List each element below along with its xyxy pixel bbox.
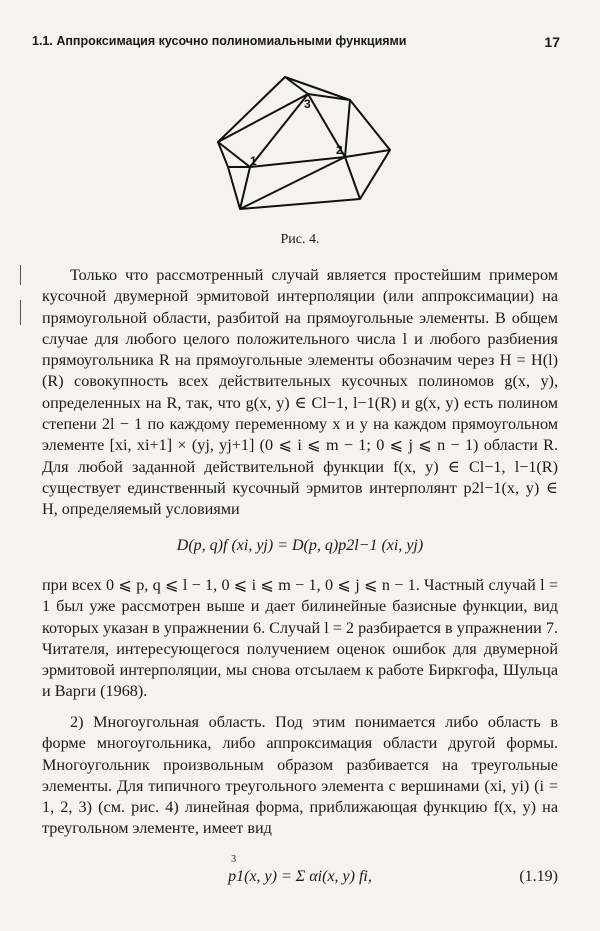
vertex-label-1: 1 [250, 154, 257, 168]
edge [285, 77, 308, 94]
section-title: 1.1. Аппроксимация кусочно полиномиальными функциями [32, 34, 407, 48]
paragraph-3: 2) Многоугольная область. Под этим понимается либо область в форме многоугольника, либо аппроксимация области другой формы. Многоугольник произвольным образом разбивается на треугольные элементы. Для типичного треугольного элемента с вершинами (xi, yi) (i = 1, 2, 3) (см. рис. 4) линейная форма, приближающая функцию f(x, y) на треугольном элементе, имеет вид [42, 713, 558, 838]
margin-mark [20, 265, 21, 285]
vertex-label-3: 3 [304, 97, 311, 111]
page-number: 17 [544, 34, 560, 50]
equation-2-body: p1(x, y) = Σ αi(x, y) fi, [228, 868, 372, 885]
triangulation-figure [190, 72, 420, 222]
edge [345, 100, 350, 157]
figure-caption: Рис. 4. [280, 232, 320, 247]
paragraph-2: при всех 0 ⩽ p, q ⩽ l − 1, 0 ⩽ i ⩽ m − 1, 0 ⩽ j ⩽ n − 1. Частный случай l = 1 был уже рассмотрен выше и дает билинейные базисные функции, вид которых указан в упражнении 6. Случай l = 2 разбирается в упражнении 7. Читателя, интересующегося получением оценок ошибок для двумерной эрмитовой интерполяции, мы снова отсылаем к работе Биркгофа, Шульца и Варги (1968). [42, 576, 558, 701]
edge [218, 94, 308, 142]
equation-1: D(p, q)f (xi, yj) = D(p, q)p2l−1 (xi, yj) [176, 537, 424, 554]
margin-mark [20, 300, 21, 325]
edge [250, 157, 345, 167]
edge [345, 150, 390, 157]
edge [240, 167, 250, 209]
paragraph-1: Только что рассмотренный случай является простейшим примером кусочной двумерной эрмитовой интерполяции (или аппроксимации) на прямоугольной области, разбитой на прямоугольные элементы. В общем случае для любого целого положительного числа l и любого разбиения прямоугольника R на прямоугольные элементы обозначим через H = H(l)(R) совокупность всех действительных кусочных полиномов g(x, y), определенных на R, так, что g(x, y) ∈ Cl−1, l−1(R) и g(x, y) есть полином степени 2l − 1 по каждому переменному x и y на каждом прямоугольном элементе [xi, xi+1] × (yj, yj+1] (0 ⩽ i ⩽ m − 1; 0 ⩽ j ⩽ n − 1) области R. Для любой заданной действительной функции f(x, y) ∈ Cl−1, l−1(R) существует единственный кусочный эрмитов интерполянт p2l−1(x, y) ∈ H, определяемый условиями [42, 266, 558, 519]
edge [345, 157, 360, 199]
vertex-label-2: 2 [336, 143, 343, 157]
equation-number: (1.19) [519, 868, 558, 885]
sum-upper-limit: 3 [231, 854, 237, 865]
equation-2 [0, 854, 600, 886]
edge [250, 94, 308, 167]
sum-block [228, 854, 372, 885]
running-header [32, 34, 560, 50]
